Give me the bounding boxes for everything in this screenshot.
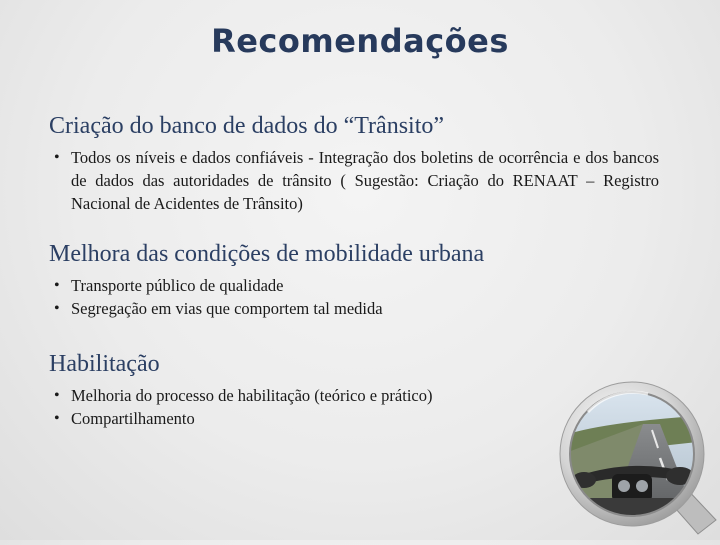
bullet-icon: • [54,387,60,404]
bullet-text: Compartilhamento [71,409,195,428]
list-item [49,297,659,320]
bullet-text: Transporte público de qualidade [71,276,284,295]
bullet-list [49,146,659,215]
section-heading: Criação do banco de dados do “Trânsito” [49,113,445,139]
bullet-icon: • [54,300,60,317]
bullet-text: Segregação em vias que comportem tal medida [71,299,383,318]
list-item [49,274,659,297]
bullet-text: Melhoria do processo de habilitação (teórico e prático) [71,386,433,405]
section-heading: Melhora das condições de mobilidade urbana [49,241,485,267]
magnifier-photo-icon [548,372,718,540]
bullet-icon: • [54,277,60,294]
list-item [49,146,659,215]
section-database [49,112,659,215]
bullet-text: Todos os níveis e dados confiáveis - Integração dos boletins de ocorrência e dos bancos de dados das autoridades de trânsito ( Sugestão: Criação do RENAAT – Registro Nacional de Acidentes de Trânsito) [71,148,659,213]
bullet-icon: • [54,149,60,166]
bullet-list [49,274,659,320]
section-mobility [49,240,659,320]
section-heading: Habilitação [49,351,160,377]
bullet-icon: • [54,410,60,427]
slide-title: Recomendações [211,22,509,60]
